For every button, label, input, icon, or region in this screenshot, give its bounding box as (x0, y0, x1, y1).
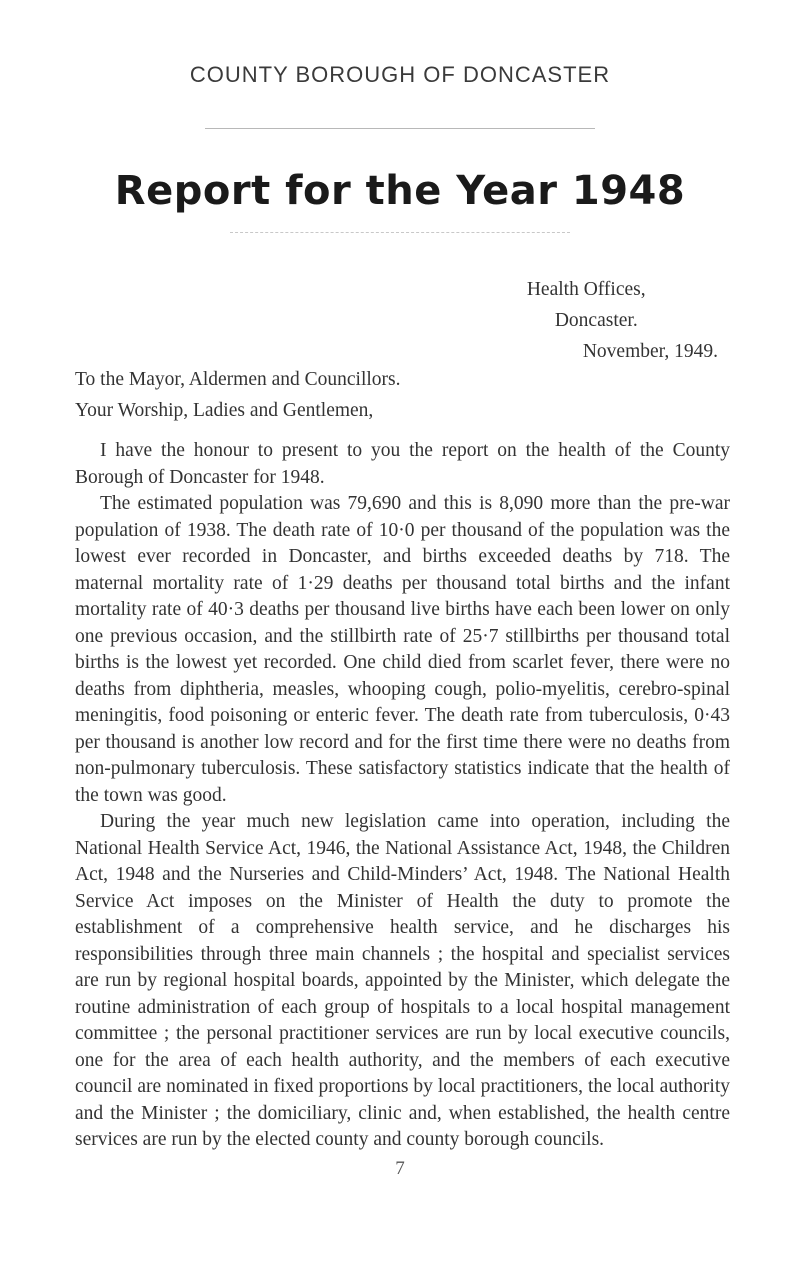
paragraph-statistics: The estimated population was 79,690 and this is 8,090 more than the pre-war population of 1938. The death rate of 10·0 per thousand of the population was the lowest ever recorded in Doncaster, and births exceeded deaths by 718. The maternal mortality rate of 1·29 deaths per thousand total births and the infant mortality rate of 40·3 deaths per thousand live births have each been lower on only one previous occasion, and the stillbirth rate of 25·7 stillbirths per thousand total births is the lowest yet recorded. One child died from scarlet fever, there were no deaths from diphtheria, measles, whooping cough, polio-myelitis, cerebro-spinal meningitis, food poisoning or enteric fever. The death rate from tuberculosis, 0·43 per thousand is another low record and for the first time there were no deaths from non-pulmonary tuberculosis. These satisfactory statistics indicate that the health of the town was good. (75, 493, 730, 806)
title-divider (230, 232, 570, 233)
salutation-block (75, 364, 401, 426)
address-line-date: November, 1949. (582, 341, 718, 362)
page-number: 7 (395, 1158, 405, 1179)
paragraph-legislation: During the year much new legislation came into operation, including the National Health Service Act, 1946, the National Assistance Act, 1948, the Children Act, 1948 and the Nurseries and Child-Minders’ Act, 1948. The National Health Service Act imposes on the Minister of Health the duty to promote the establishment of a comprehensive health service, and he discharges his responsibilities through three main channels ; the hospital and specialist services are run by regional hospital boards, appointed by the Minister, which delegate the routine administration of each group of hospitals to a local hospital management committee ; the personal practitioner services are run by local executive councils, one for the area of each health authority, and the members of each executive council are nominated in fixed proportions by local practitioners, the local authority and the Minister ; the domiciliary, clinic and, when established, the health centre services are run by the elected county and county borough councils. (75, 811, 730, 1150)
paragraph-intro: I have the honour to present to you the report on the health of the County Borough of Doncaster for 1948. (75, 440, 730, 488)
addressee-line: To the Mayor, Aldermen and Councillors. (75, 369, 401, 390)
report-body (75, 438, 730, 1154)
report-title: Report for the Year 1948 (114, 168, 686, 214)
address-line-town: Doncaster. (554, 310, 638, 331)
greeting-line: Your Worship, Ladies and Gentlemen, (75, 400, 374, 421)
header-divider (205, 128, 595, 129)
sender-address (527, 274, 718, 367)
borough-header: COUNTY BOROUGH OF DONCASTER (189, 62, 611, 87)
address-line-office: Health Offices, (526, 279, 646, 300)
